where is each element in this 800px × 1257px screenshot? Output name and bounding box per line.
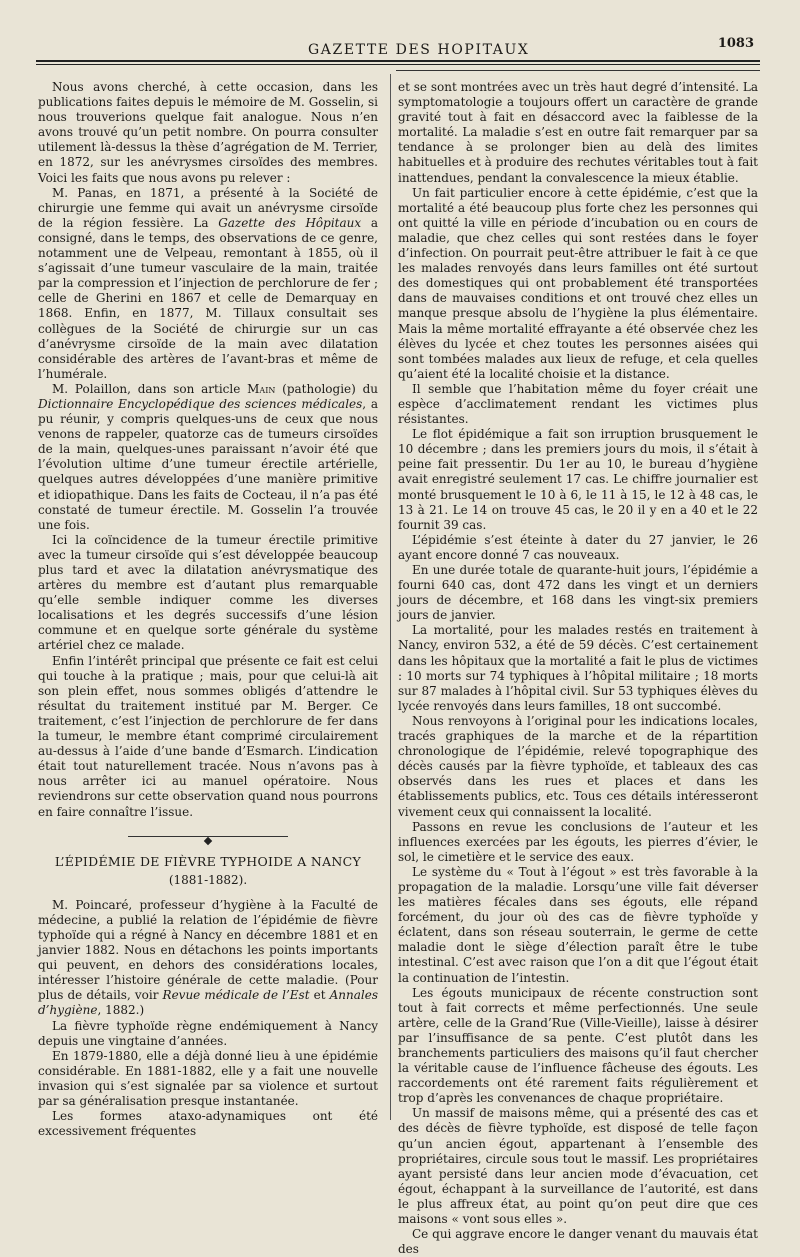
paragraph: Enfin l’intérêt principal que présente ce fait est celui qui touche à la pratique ; mais, pour que celui-là ait son plein effet, nous sommes obligés d’attendre le résultat du traitement institué par M. Berger. Ce traitement, c’est l’injection de perchlorure de fer dans la tumeur, le membre étant comprimé circulairement au-dessus à l’aide d’une bande d’Esmarch. L’indication était tout naturellement tracée. Nous n’avons pas à nous arrêter ici au manuel opératoire. Nous reviendrons sur cette observation quand nous pourrons en faire connaître l’issue. (38, 653, 378, 819)
text-run: (pathologie) du (275, 381, 379, 396)
header-rule-thick (36, 60, 760, 62)
paragraph: En une durée totale de quarante-huit jours, l’épidémie a fourni 640 cas, dont 472 dans les vingt et un derniers jours de décembre, et 168 dans les vingt-six premiers jours de janvier. (398, 563, 758, 623)
paragraph: Le système du « Tout à l’égout » est très favorable à la propagation de la maladie. Lorsqu’une ville fait déverser les matières fécales dans ses égouts, elle répand forcément, du jour où des cas de fièvre typhoïde y éclatent, dans son réseau souterrain, le germe de cette maladie dont le siège d’élection paraît être le tube intestinal. C’est avec raison que l’on a dit que l’égout était la continuation de l’intestin. (398, 864, 758, 985)
column-divider (390, 74, 391, 1120)
header-rule-right (396, 70, 760, 71)
paragraph: Les égouts municipaux de récente construction sont tout à fait corrects et même perfectionnés. Une seule artère, celle de la Grand’Rue (Ville-Vieille), laisse à désirer par l’insuffisance de sa pente. C’est plutôt dans les branchements particuliers des maisons qu’il faut chercher la véritable cause de l’influence fâcheuse des égouts. Les raccordements ont été rarement faits régulièrement et trop d’après les convenances de chaque propriétaire. (398, 985, 758, 1106)
header-rule-thin (36, 64, 760, 65)
text-run: a consigné, dans le temps, des observations de ce genre, notamment une de Velpeau, remontant à 1855, où il s’agissait d’une tumeur vasculaire de la main, traitée par la compression et l’injection de perchlorure de fer ; celle de Gherini en 1867 et celle de Demarquay en 1868. Enfin, en 1877, M. Tillaux consultait ses collègues de la Société de chirurgie sur un cas d’anévrysme cirsoïde de la main avec dilatation considérable des artères de l’avant-bras et même de l’humérale. (38, 215, 378, 381)
paragraph: Passons en revue les conclusions de l’auteur et les influences exercées par les égouts, les pierres d’évier, le sol, le cimetière et le service des eaux. (398, 819, 758, 864)
diamond-ornament-icon (204, 836, 212, 844)
paragraph: et se sont montrées avec un très haut degré d’intensité. La symptomatologie a toujours offert un caractère de grande gravité tout à fait en désaccord avec la faiblesse de la mortalité. La maladie s’est en outre fait remarquer par sa tendance à se prolonger bien au delà des limites habituelles et à produire des rechutes véritables tout à fait inattendues, pendant la convalescence la mieux établie. (398, 80, 758, 185)
paragraph: Nous avons cherché, à cette occasion, dans les publications faites depuis le mémoire de M. Gosselin, si nous trouverions quelque fait analogue. Nous n’en avons trouvé qu’un petit nombre. On pourra consulter utilement là-dessus la thèse d’agrégation de M. Terrier, en 1872, sur les anévrysmes cirsoïdes des membres. Voici les faits que nous avons pu relever : (38, 80, 378, 185)
paragraph: En 1879-1880, elle a déjà donné lieu à une épidémie considérable. En 1881-1882, elle y a fait une nouvelle invasion qui s’est signalée par sa violence et surtout par sa généralisation presque instantanée. (38, 1048, 378, 1108)
journal-title: Annales d’hygiène (38, 988, 379, 1018)
paragraph: La mortalité, pour les malades restés en traitement à Nancy, environ 532, a été de 59 décès. C’est certainement dans les hôpitaux que la mortalité a fait le plus de victimes : 10 morts sur 74 typhiques à l’hôpital militaire ; 18 morts sur 87 malades à l’hôpital civil. Sur 53 typhiques élèves du lycée renvoyés dans leurs familles, 18 ont succombé. (398, 623, 758, 713)
paragraph: Ici la coïncidence de la tumeur érectile primitive avec la tumeur cirsoïde qui s’est développée beaucoup plus tard et avec la dilatation anévrysmatique des artères du membre est d’autant plus remarquable qu’elle semble indiquer comme les diverses localisations et les degrés successifs d’une lésion commune et en quelque sorte générale du système artériel chez ce malade. (38, 532, 378, 653)
text-run: , 1882.) (97, 1003, 145, 1018)
paragraph (38, 186, 378, 382)
text-run: M. Panas, en 1871, a présenté à la Société de chirurgie une femme qui avait un anévrysme cirsoïde de la région fessière. La (38, 185, 378, 230)
page-header (36, 36, 760, 74)
paragraph: L’épidémie s’est éteinte à dater du 27 janvier, le 26 ayant encore donné 7 cas nouveaux. (398, 532, 758, 562)
paragraph: Ce qui aggrave encore le danger venant du mauvais état des (398, 1227, 758, 1257)
right-column (398, 80, 758, 1257)
paragraph: Les formes ataxo-adynamiques ont été excessivement fréquentes (38, 1109, 378, 1139)
text-run: M. Polaillon, dans son article (52, 381, 248, 396)
paragraph: Un fait particulier encore à cette épidémie, c’est que la mortalité a été beaucoup plus forte chez les personnes qui ont quitté la ville en période d’incubation ou en cours de maladie, que chez celles qui sont restées dans le foyer d’infection. On pourrait peut-être attribuer le fait à ce que les malades renvoyés dans leurs familles ont été surtout des domestiques qui ont probablement été transportées dans de mauvaises conditions et ont trouvé chez elles un manque presque absolu de l’hygiène la plus élémentaire. Mais la même mortalité effrayante a été observée chez les élèves du lycée et chez toutes les personnes aisées qui sont tombées malades aux lieux de refuge, et cela quelles qu’aient été la localité choisie et la distance. (398, 185, 758, 381)
article-name: Main (247, 381, 276, 396)
left-column (38, 80, 379, 1139)
paragraph: Un massif de maisons même, qui a présenté des cas et des décès de fièvre typhoïde, est disposé de telle façon qu’un ancien égout, appartenant à l’ensemble des propriétaires, circule sous tout le massif. Les propriétaires ayant persisté dans leur ancien mode d’évacuation, cet égout, échappant à la surveillance de l’autorité, est dans le plus affreux état, au point qu’on peut dire que ces maisons « vont sous elles ». (398, 1106, 758, 1227)
paragraph: Nous renvoyons à l’original pour les indications locales, tracés graphiques de la marche et de la répartition chronologique de l’épidémie, relevé topographique des décès causés par la fièvre typhoïde, et tableaux des cas observés dans les rues et places et dans les établissements publics, etc. Tous ces détails intéresseront vivement ceux qui connaissent la localité. (398, 713, 758, 819)
text-run: et (309, 988, 330, 1003)
journal-title: Revue médicale de l’Est (162, 988, 310, 1003)
paragraph: Il semble que l’habitation même du foyer créait une espèce d’acclimatement rendant les victimes plus résistantes. (398, 381, 758, 427)
paragraph (38, 898, 378, 1019)
section-title: L’ÉPIDÉMIE DE FIÈVRE TYPHOIDE A NANCY (54, 853, 362, 869)
section-separator (38, 832, 378, 840)
page-number: 1083 (717, 36, 754, 51)
running-head: GAZETTE DES HOPITAUX (308, 42, 530, 58)
text-run: M. Poincaré, professeur d’hygiène à la Faculté de médecine, a publié la relation de l’épidémie de fièvre typhoïde qui a régné à Nancy en décembre 1881 et en janvier 1882. Nous en détachons les points importants qui peuvent, en dehors des considérations locales, intéresser l’histoire générale de cette maladie. (Pour plus de détails, voir (38, 897, 378, 1003)
paragraph (38, 382, 378, 533)
dictionary-title: Dictionnaire Encyclopédique des sciences médicales (38, 396, 363, 411)
journal-title: Gazette des Hôpitaux (218, 215, 362, 230)
paragraph: La fièvre typhoïde règne endémiquement à Nancy depuis une vingtaine d’années. (38, 1018, 378, 1048)
section-years: (1881-1882). (168, 872, 248, 887)
text-run: , a pu réunir, y compris quelques-uns de ceux que nous venons de rappeler, quatorze cas de tumeurs cirsoïdes de la main, quelques-unes paraissant n’avoir été que l’évolution ultime d’une tumeur érectile artérielle, quelques autres développées d’une manière primitive et idiopathique. Dans les faits de Cocteau, il n’a pas été constaté de tumeur érectile. M. Gosselin l’a trouvée une fois. (38, 396, 378, 532)
paragraph: Le flot épidémique a fait son irruption brusquement le 10 décembre ; dans les premiers jours du mois, il s’était à peine fait pressentir. Du 1er au 10, le bureau d’hygiène avait enregistré seulement 17 cas. Le chiffre journalier est monté brusquement le 10 à 6, le 11 à 15, le 12 à 48 cas, le 13 à 21. Le 14 on trouve 45 cas, le 20 il y en a 40 et le 22 fournit 39 cas. (398, 427, 758, 532)
